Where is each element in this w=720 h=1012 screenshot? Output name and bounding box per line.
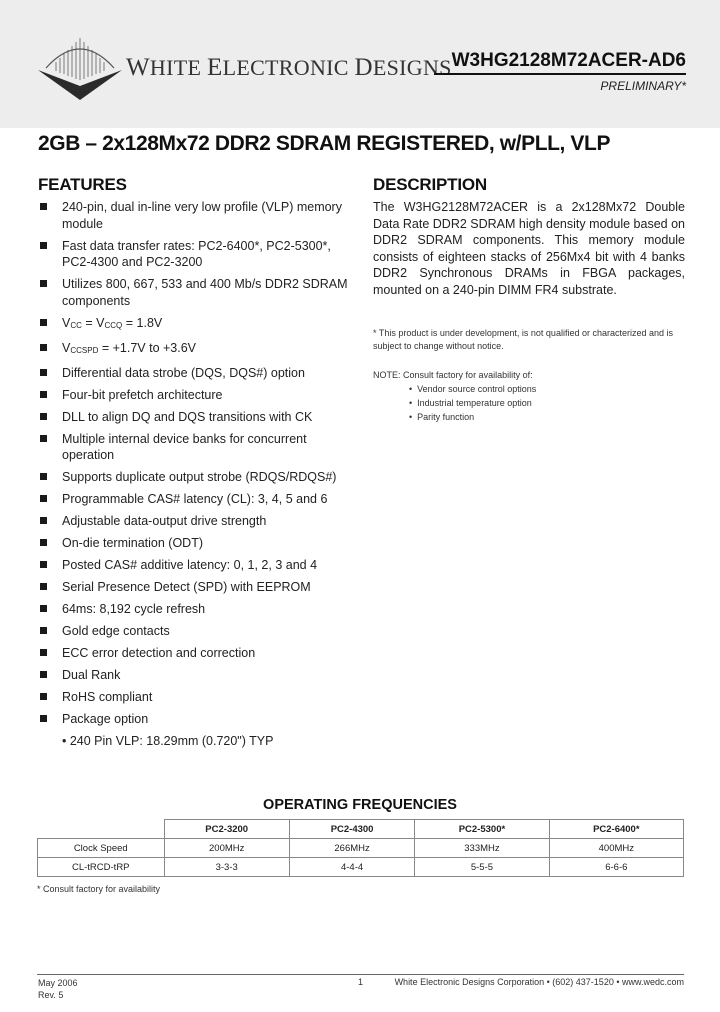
vcc-value: = 1.8V — [122, 315, 163, 330]
table-footnote: * Consult factory for availability — [37, 884, 161, 894]
feature-item: Supports duplicate output strobe (RDQS/RDQS#) — [38, 469, 358, 486]
feature-item: Posted CAS# additive latency: 0, 1, 2, 3 and 4 — [38, 557, 358, 574]
note-item: • Vendor source control options — [409, 382, 683, 396]
frequencies-table — [37, 819, 684, 877]
feature-item: DLL to align DQ and DQS transitions with CK — [38, 409, 358, 426]
description-text: The W3HG2128M72ACER is a 2x128Mx72 Double Data Rate DDR2 SDRAM high density module based on DDR2 SDRAM components. This memory module consists of eighteen stacks of 256Mx4 bit with 4 banks DDR2 Synchronous DRAMs in FBGA packages, mounted on a 240-pin DIMM FR4 substrate. — [373, 200, 685, 297]
feature-item: Adjustable data-output drive strength — [38, 513, 358, 530]
company-name: WHITE ELECTRONIC DESIGNS — [126, 54, 452, 81]
table-row — [38, 858, 684, 877]
features-list — [38, 199, 358, 755]
feature-item-vcc — [38, 315, 358, 335]
page-title: 2GB – 2x128Mx72 DDR2 SDRAM REGISTERED, w/PLL, VLP — [38, 132, 611, 155]
company-logo-icon — [36, 30, 124, 100]
table-column-header: PC2-5300* — [415, 820, 549, 839]
table-cell: 3-3-3 — [164, 858, 289, 877]
feature-item: Differential data strobe (DQS, DQS#) option — [38, 365, 358, 382]
table-cell: 266MHz — [289, 839, 414, 858]
feature-item: Fast data transfer rates: PC2-6400*, PC2-5300*, PC2-4300 and PC2-3200 — [38, 238, 358, 271]
feature-item: On-die termination (ODT) — [38, 535, 358, 552]
table-corner-cell — [38, 820, 165, 839]
footer-date-rev — [38, 977, 78, 1001]
table-cell: 6-6-6 — [549, 858, 683, 877]
feature-item: Serial Presence Detect (SPD) with EEPROM — [38, 579, 358, 596]
table-column-header: PC2-4300 — [289, 820, 414, 839]
footer-divider — [37, 974, 684, 975]
feature-item: Package option — [38, 711, 358, 728]
features-heading: FEATURES — [38, 175, 127, 194]
table-row — [38, 839, 684, 858]
feature-item: Dual Rank — [38, 667, 358, 684]
feature-item: Programmable CAS# latency (CL): 3, 4, 5 and 6 — [38, 491, 358, 508]
vccspd-symbol: V — [62, 340, 71, 355]
note-block — [373, 368, 683, 424]
note-item: • Parity function — [409, 410, 683, 424]
vccspd-value: = +1.7V to +3.6V — [98, 340, 197, 355]
table-cell: 5-5-5 — [415, 858, 549, 877]
feature-item: Utilizes 800, 667, 533 and 400 Mb/s DDR2 SDRAM components — [38, 276, 358, 309]
table-cell: 4-4-4 — [289, 858, 414, 877]
vcc-subscript: CC — [70, 320, 82, 330]
note-header — [373, 368, 683, 382]
vccspd-subscript: CCSPD — [70, 345, 99, 355]
footer-contact: White Electronic Designs Corporation • (602) 437-1520 • www.wedc.com — [394, 977, 684, 987]
feature-subitem-package: • 240 Pin VLP: 18.29mm (0.720") TYP — [62, 734, 274, 748]
development-footnote: * This product is under development, is not qualified or characterized and is subject to change without notice. — [373, 328, 674, 351]
description-heading: DESCRIPTION — [373, 175, 487, 194]
feature-item: 240-pin, dual in-line very low profile (VLP) memory module — [38, 199, 358, 232]
table-header-row — [38, 820, 684, 839]
vcc-symbol: V — [62, 315, 71, 330]
part-number: W3HG2128M72ACER-AD6 — [434, 50, 686, 75]
vcc-equals: = V — [81, 315, 105, 330]
feature-item: Multiple internal device banks for concurrent operation — [38, 431, 358, 464]
feature-item: Gold edge contacts — [38, 623, 358, 640]
feature-item: Four-bit prefetch architecture — [38, 387, 358, 404]
preliminary-label: PRELIMINARY* — [600, 79, 686, 93]
page-number: 1 — [358, 977, 364, 987]
table-column-header: PC2-3200 — [164, 820, 289, 839]
note-list — [373, 382, 683, 424]
note-item: • Industrial temperature option — [409, 396, 683, 410]
frequencies-title: OPERATING FREQUENCIES — [263, 797, 457, 813]
vccq-subscript: CCQ — [104, 320, 123, 330]
feature-item: ECC error detection and correction — [38, 645, 358, 662]
table-cell: 400MHz — [549, 839, 683, 858]
table-cell: 333MHz — [415, 839, 549, 858]
footer-rev: Rev. 5 — [38, 990, 64, 1000]
feature-item: RoHS compliant — [38, 689, 358, 706]
footer-date: May 2006 — [38, 978, 78, 988]
table-column-header: PC2-6400* — [549, 820, 683, 839]
feature-item: 64ms: 8,192 cycle refresh — [38, 601, 358, 618]
row-label: CL-tRCD-tRP — [38, 858, 165, 877]
note-text: Consult factory for availability of: — [403, 370, 533, 380]
feature-item-vccspd — [38, 340, 358, 360]
table-cell: 200MHz — [164, 839, 289, 858]
note-label: NOTE: — [373, 370, 401, 380]
row-label: Clock Speed — [38, 839, 165, 858]
